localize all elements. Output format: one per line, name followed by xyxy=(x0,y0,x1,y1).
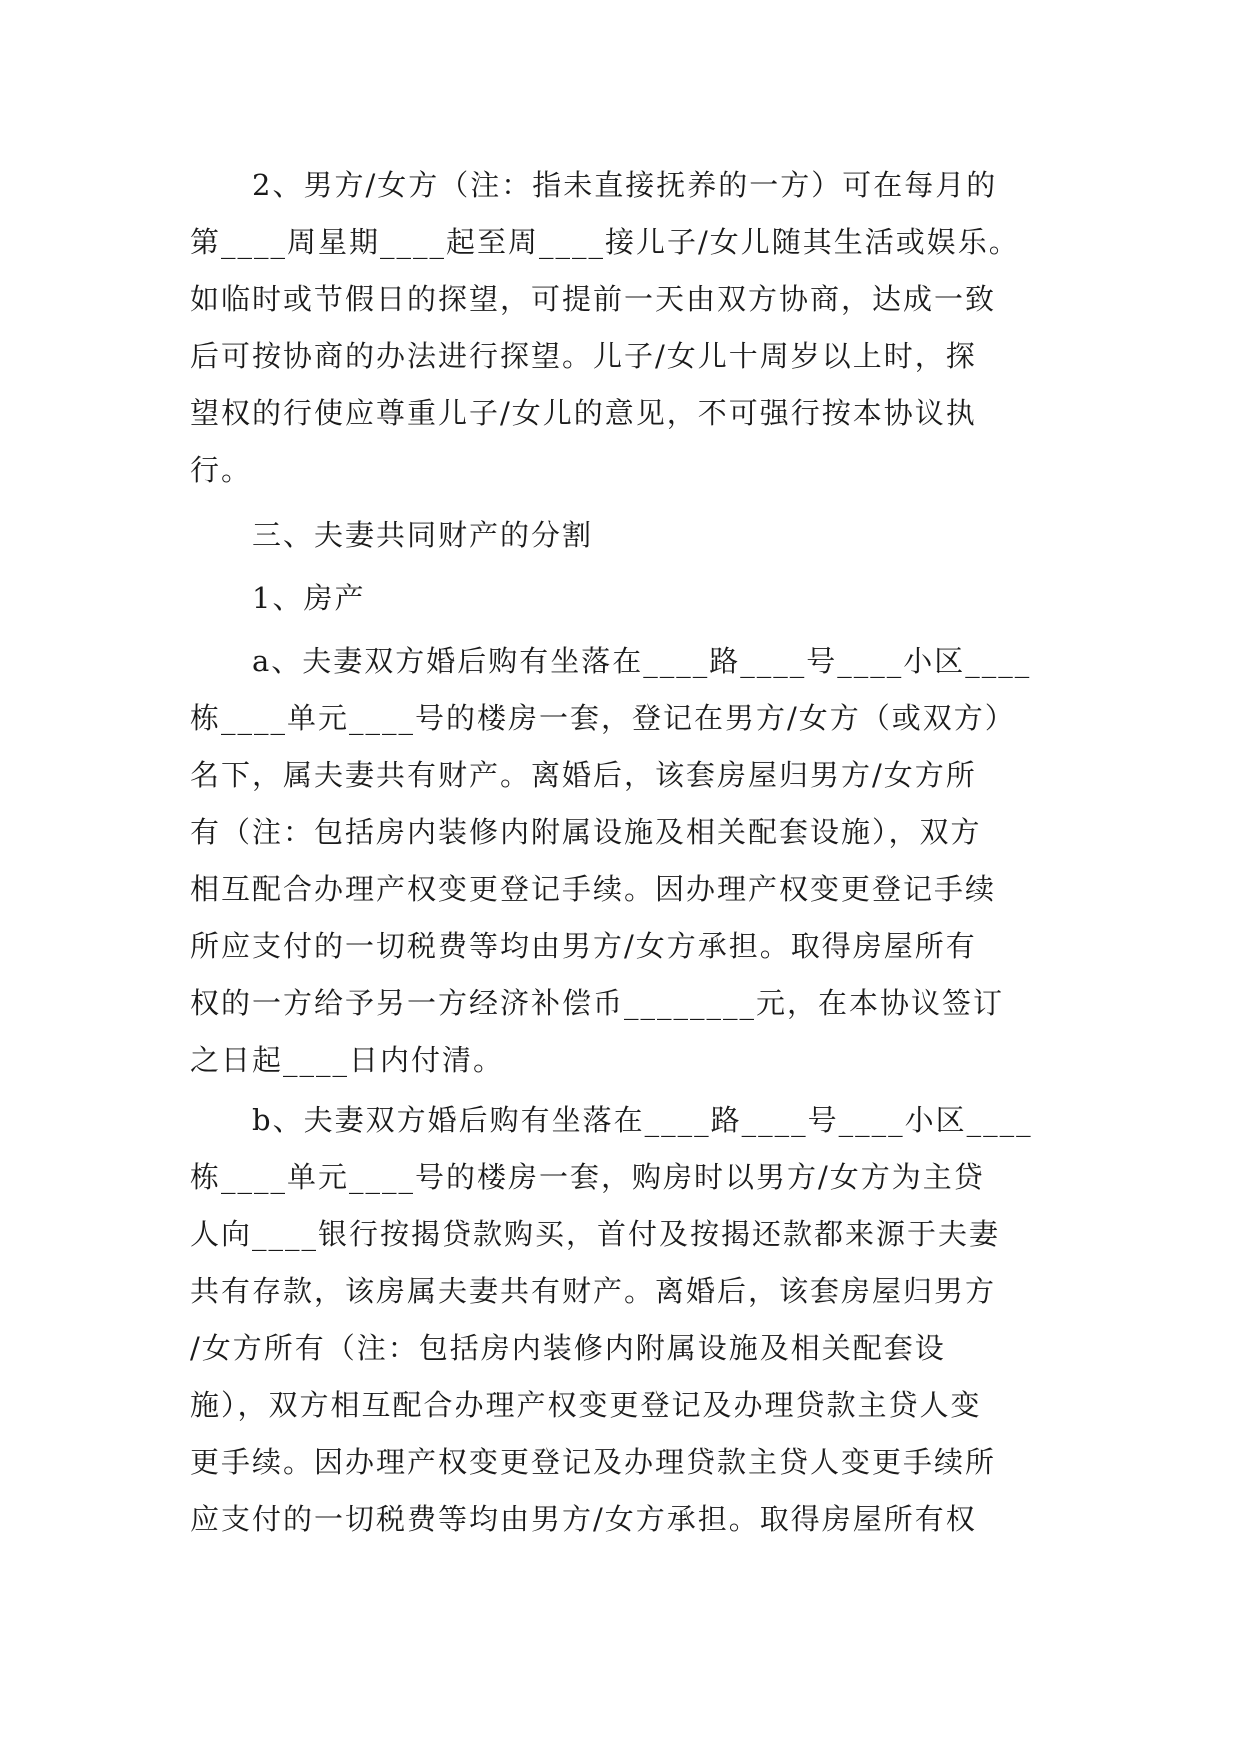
clause-a-line-8: 之日起____日内付清。 xyxy=(190,1043,505,1077)
clause-a-line-1: a、夫妻双方婚后购有坐落在____路____号____小区____ xyxy=(252,644,1032,678)
section-heading-property-division: 三、夫妻共同财产的分割 xyxy=(252,518,594,552)
clause-a-line-7: 权的一方给予另一方经济补偿币________元，在本协议签订 xyxy=(190,986,1005,1020)
clause-a-line-2: 栋____单元____号的楼房一套，登记在男方/女方（或双方） xyxy=(190,701,1016,735)
clause-b-line-1: b、夫妻双方婚后购有坐落在____路____号____小区____ xyxy=(252,1103,1033,1137)
clause-a-line-3: 名下，属夫妻共有财产。离婚后，该套房屋归男方/女方所 xyxy=(190,758,977,792)
clause-b-line-4: 共有存款，该房属夫妻共有财产。离婚后，该套房屋归男方 xyxy=(190,1274,997,1308)
paragraph-2-line-1: 2、男方/女方（注：指未直接抚养的一方）可在每月的 xyxy=(252,168,998,202)
clause-a-line-4: 有（注：包括房内装修内附属设施及相关配套设施），双方 xyxy=(190,815,982,849)
clause-b-line-7: 更手续。因办理产权变更登记及办理贷款主贷人变更手续所 xyxy=(190,1445,997,1479)
paragraph-2-line-6: 行。 xyxy=(190,453,253,487)
subheading-real-estate: 1、房产 xyxy=(252,581,366,615)
clause-b-line-2: 栋____单元____号的楼房一套，购房时以男方/女方为主贷 xyxy=(190,1160,985,1194)
paragraph-2-line-5: 望权的行使应尊重儿子/女儿的意见，不可强行按本协议执 xyxy=(190,396,977,430)
clause-a-line-5: 相互配合办理产权变更登记手续。因办理产权变更登记手续 xyxy=(190,872,997,906)
clause-b-line-5: /女方所有（注：包括房内装修内附属设施及相关配套设 xyxy=(190,1331,946,1365)
paragraph-2-line-2: 第____周星期____起至周____接儿子/女儿随其生活或娱乐。 xyxy=(190,225,1020,259)
paragraph-2-line-3: 如临时或节假日的探望，可提前一天由双方协商，达成一致 xyxy=(190,282,997,316)
clause-b-line-6: 施），双方相互配合办理产权变更登记及办理贷款主贷人变 xyxy=(190,1388,982,1422)
clause-b-line-3: 人向____银行按揭贷款购买，首付及按揭还款都来源于夫妻 xyxy=(190,1217,1001,1251)
clause-a-line-6: 所应支付的一切税费等均由男方/女方承担。取得房屋所有 xyxy=(190,929,977,963)
clause-b-line-8: 应支付的一切税费等均由男方/女方承担。取得房屋所有权 xyxy=(190,1502,977,1536)
paragraph-2-line-4: 后可按协商的办法进行探望。儿子/女儿十周岁以上时，探 xyxy=(190,339,977,373)
